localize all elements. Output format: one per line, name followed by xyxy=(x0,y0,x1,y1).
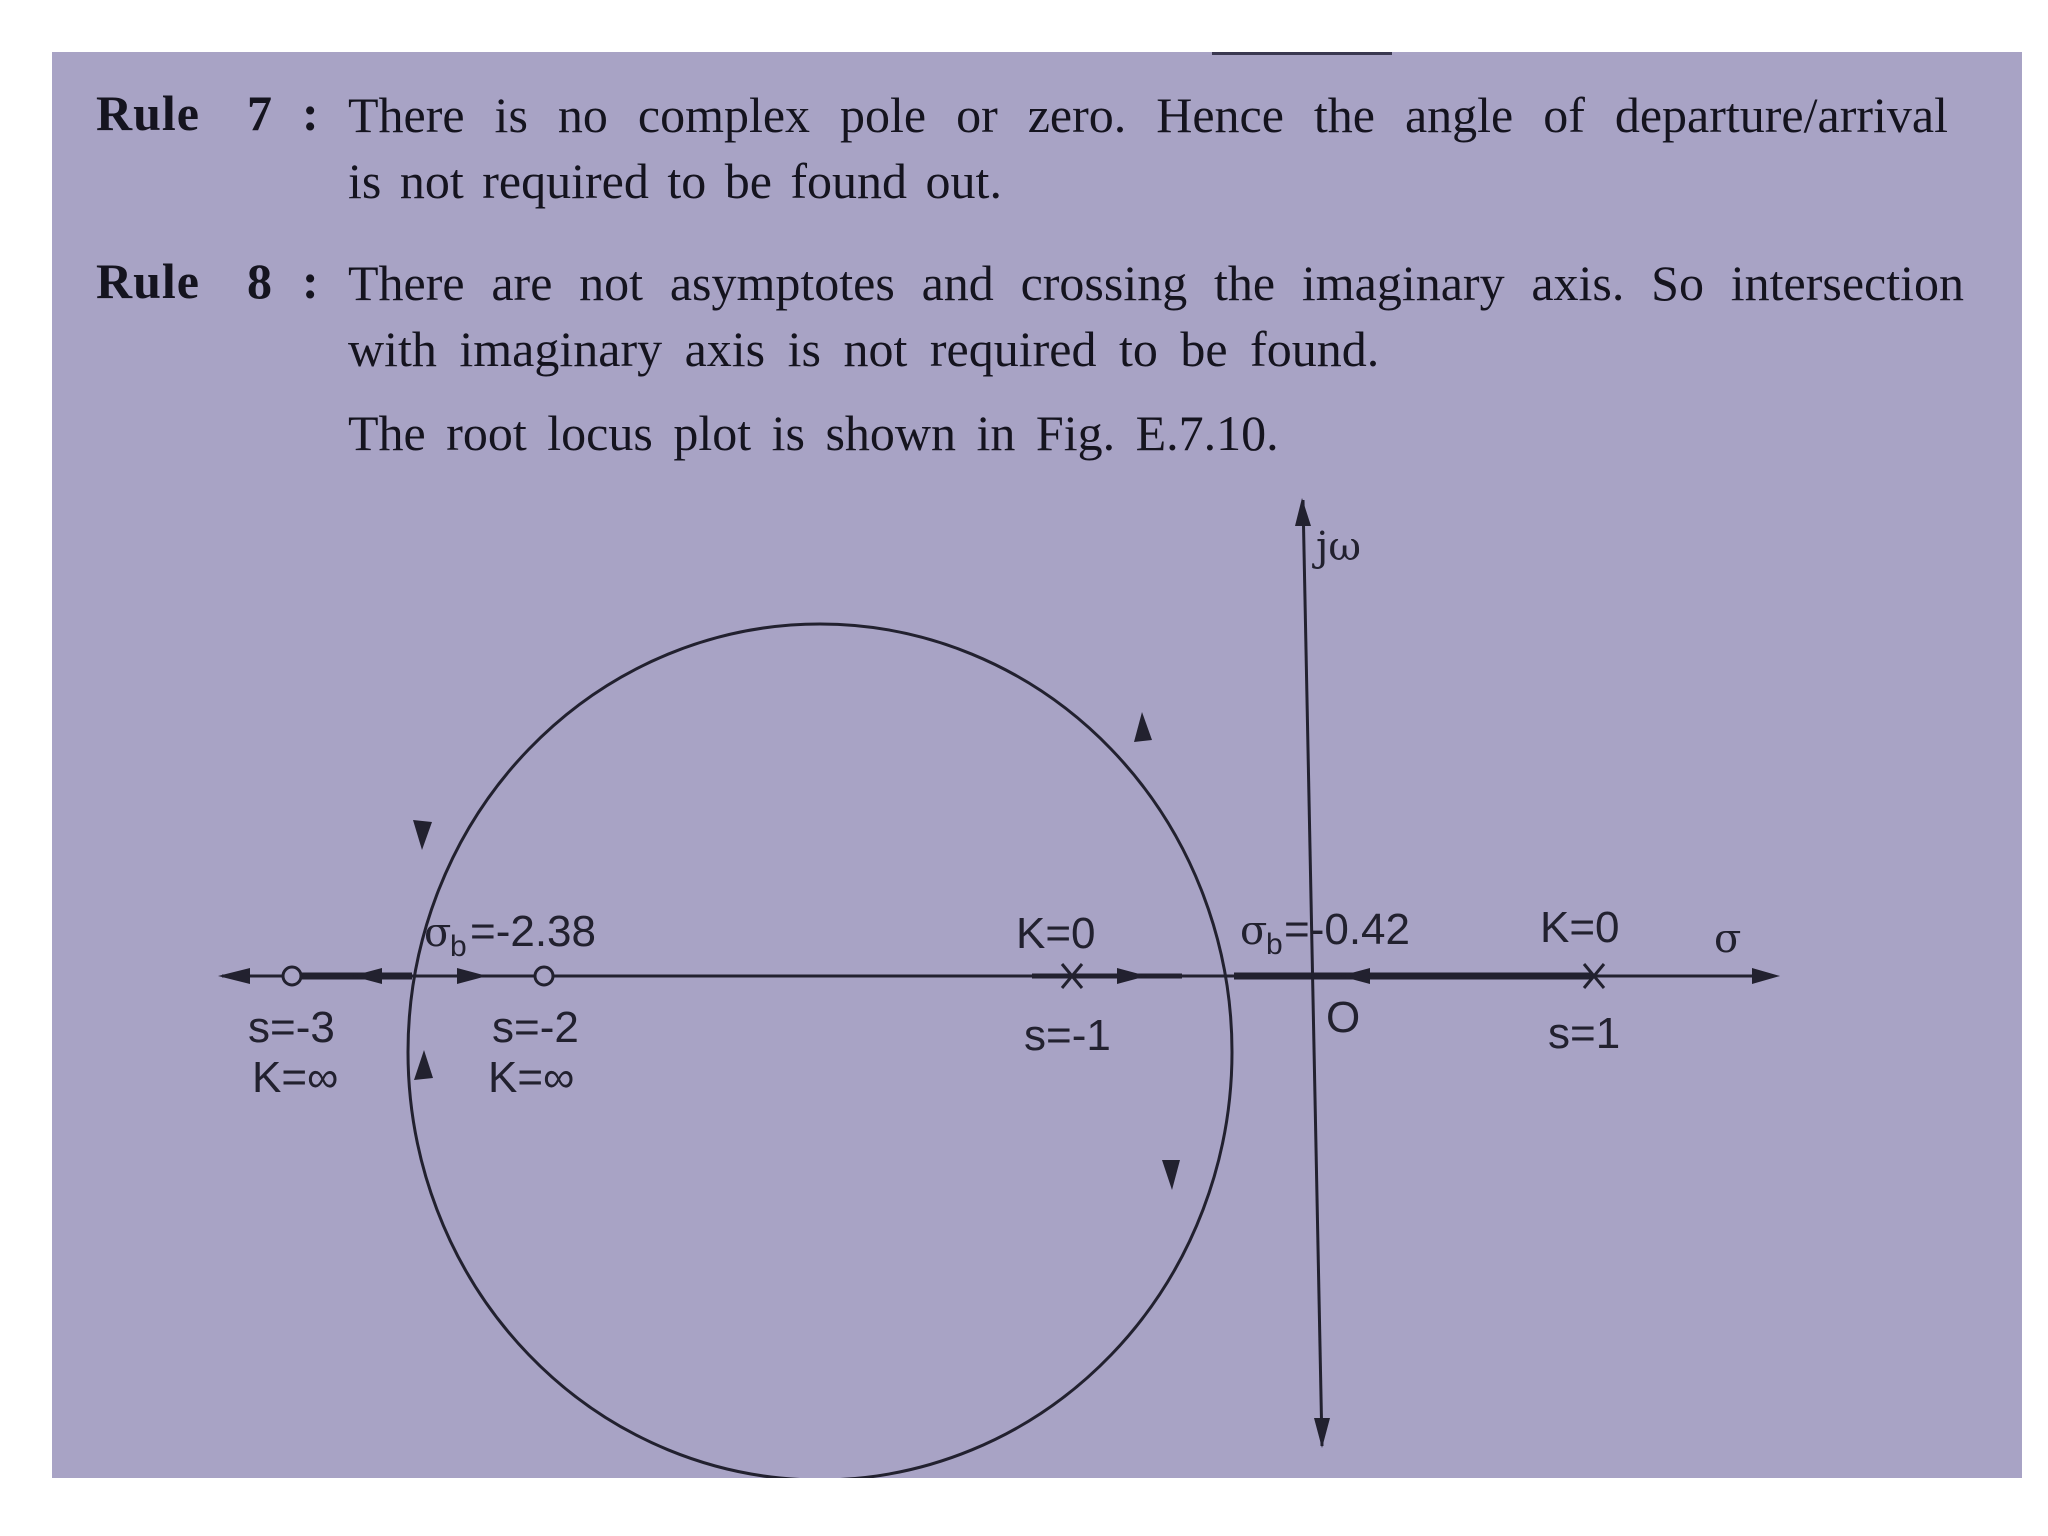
zero-marker-s-minus-2 xyxy=(535,967,553,985)
breakaway-right-sigma: σ xyxy=(1240,908,1268,954)
breakaway-right-subscript: b xyxy=(1266,928,1283,961)
real-axis-left-arrow xyxy=(218,968,250,984)
rule-7-label: Rule 7 xyxy=(96,85,273,141)
rule-7-line-1: There is no complex pole or zero. Hence the angle of departure/arrival xyxy=(348,87,1948,143)
breakaway-left-value: =-2.38 xyxy=(470,907,596,956)
root-locus-figure xyxy=(52,52,2022,1478)
pole-minus-1-s-label: s=-1 xyxy=(1024,1011,1111,1060)
scanned-page xyxy=(52,52,2022,1478)
imaginary-axis-bottom-arrow xyxy=(1314,1418,1330,1448)
real-axis-arrow-3 xyxy=(1117,968,1147,984)
rule-8-line-2: with imaginary axis is not required to be found. xyxy=(348,321,1380,377)
zero-minus-3-k-label: K=∞ xyxy=(252,1053,339,1102)
zero-minus-2-k-label: K=∞ xyxy=(488,1053,575,1102)
origin-label: O xyxy=(1326,993,1361,1042)
real-axis-right-arrow xyxy=(1752,968,1780,984)
imaginary-axis-label: jω xyxy=(1316,524,1362,570)
pole-minus-1-k-label: K=0 xyxy=(1016,909,1096,958)
circle-arrow-upper-left xyxy=(413,820,432,850)
rule-7-colon: : xyxy=(302,85,319,141)
pole-plus-1-s-label: s=1 xyxy=(1548,1009,1621,1058)
rule-8-line-3: The root locus plot is shown in Fig. E.7.10. xyxy=(348,405,1279,461)
rule-7-line-2: is not required to be found out. xyxy=(348,153,1002,209)
breakaway-left-subscript: b xyxy=(450,930,467,963)
pole-plus-1-k-label: K=0 xyxy=(1540,903,1620,952)
circle-arrow-upper-right xyxy=(1134,712,1152,742)
rule-8-line-1: There are not asymptotes and crossing the imaginary axis. So intersection xyxy=(348,255,1964,311)
real-axis-arrow-4 xyxy=(1340,968,1370,984)
real-axis-arrow-1 xyxy=(352,968,382,984)
breakaway-right-value: =-0.42 xyxy=(1284,905,1410,954)
circle-arrow-lower-right xyxy=(1162,1160,1180,1190)
real-axis-arrow-2 xyxy=(457,968,487,984)
rule-8-label: Rule 8 xyxy=(96,253,273,309)
breakaway-left-sigma: σ xyxy=(424,910,452,956)
rule-8-colon: : xyxy=(302,253,319,309)
zero-minus-3-s-label: s=-3 xyxy=(248,1003,335,1052)
circle-arrow-lower-left xyxy=(414,1050,433,1080)
real-axis-label: σ xyxy=(1714,916,1742,962)
zero-minus-2-s-label: s=-2 xyxy=(492,1003,579,1052)
imaginary-axis-top-arrow xyxy=(1295,498,1311,526)
zero-marker-s-minus-3 xyxy=(283,967,301,985)
